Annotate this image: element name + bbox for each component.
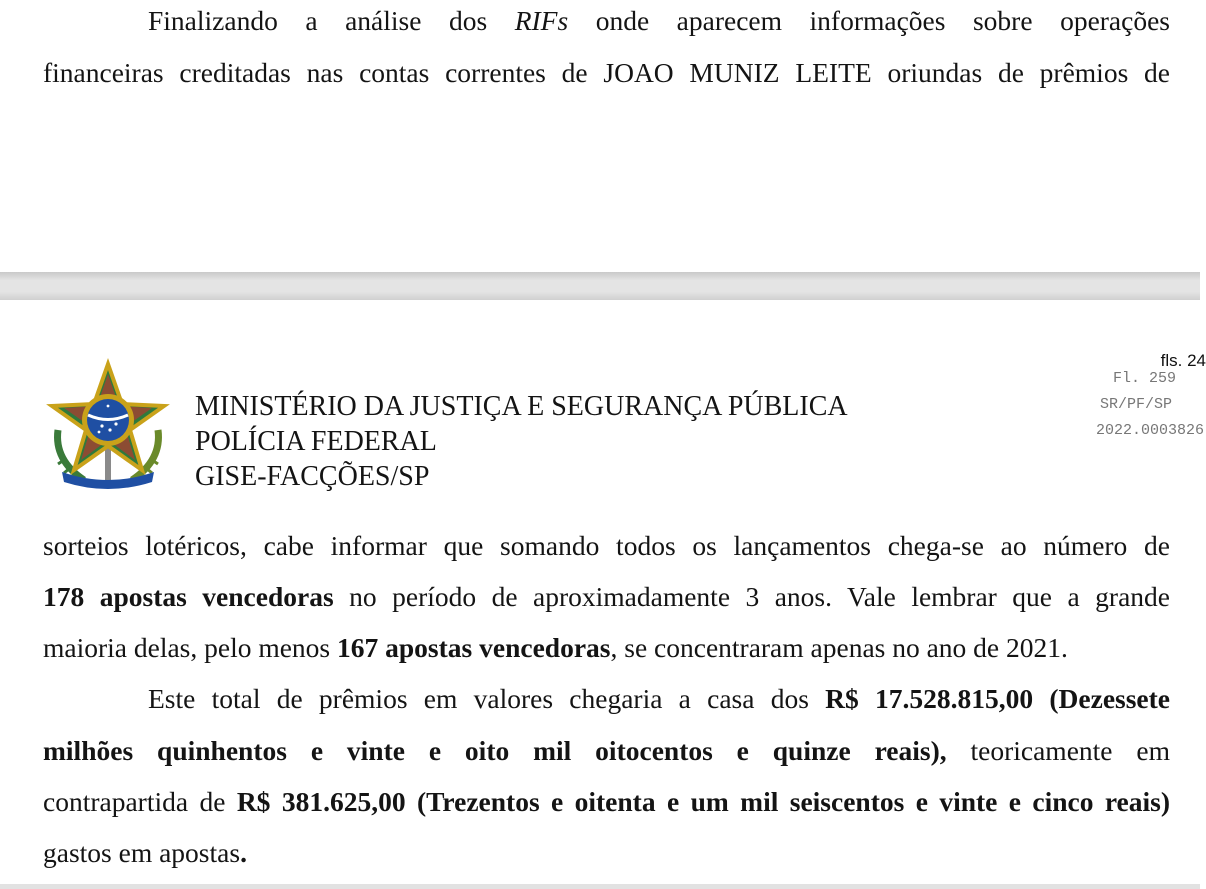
page-separator: [0, 272, 1200, 300]
paragraph-line: sorteios lotéricos, cabe informar que somando todos os lançamentos chega-se ao número de: [43, 530, 1170, 561]
letterhead: [195, 389, 848, 494]
paragraph-line: contrapartida de R$ 381.625,00 (Trezentos e oitenta e um mil seiscentos e vinte e cinco reais): [43, 786, 1171, 817]
ministry-name: MINISTÉRIO DA JUSTIÇA E SEGURANÇA PÚBLICA: [195, 391, 848, 422]
office-code: SR/PF/SP: [1099, 396, 1172, 413]
paragraph-line: Finalizando a análise dos RIFs onde aparecem informações sobre operações: [148, 5, 1170, 36]
paragraph-line: maioria delas, pelo menos 167 apostas vencedoras, se concentraram apenas no ano de 2021.: [43, 632, 1068, 663]
italic-term: RIFs: [514, 5, 569, 36]
paragraph-line: Este total de prêmios em valores chegaria a casa dos R$ 17.528.815,00 (Dezessete: [148, 683, 1171, 714]
folio-stamp: [1044, 360, 1204, 444]
page-bottom-edge: [0, 884, 1200, 889]
folio-number: Fl. 259: [1112, 370, 1176, 387]
process-number: 2022.0003826: [1095, 422, 1204, 439]
paragraph-line: financeiras creditadas nas contas correntes de JOAO MUNIZ LEITE oriundas de prêmios de: [43, 57, 1170, 88]
agency-name: POLÍCIA FEDERAL: [195, 426, 437, 457]
paragraph-line: 178 apostas vencedoras no período de aproximadamente 3 anos. Vale lembrar que a grande: [43, 581, 1170, 612]
current-page: [0, 300, 1206, 884]
unit-name: GISE-FACÇÕES/SP: [195, 461, 430, 492]
paragraph-line: gastos em apostas.: [43, 837, 247, 868]
coat-of-arms-icon: [44, 360, 172, 488]
fls-page-number: fls. 24: [1160, 351, 1206, 370]
paragraph-line: milhões quinhentos e vinte e oito mil oitocentos e quinze reais), teoricamente em: [43, 735, 1170, 766]
previous-page: [0, 0, 1200, 272]
